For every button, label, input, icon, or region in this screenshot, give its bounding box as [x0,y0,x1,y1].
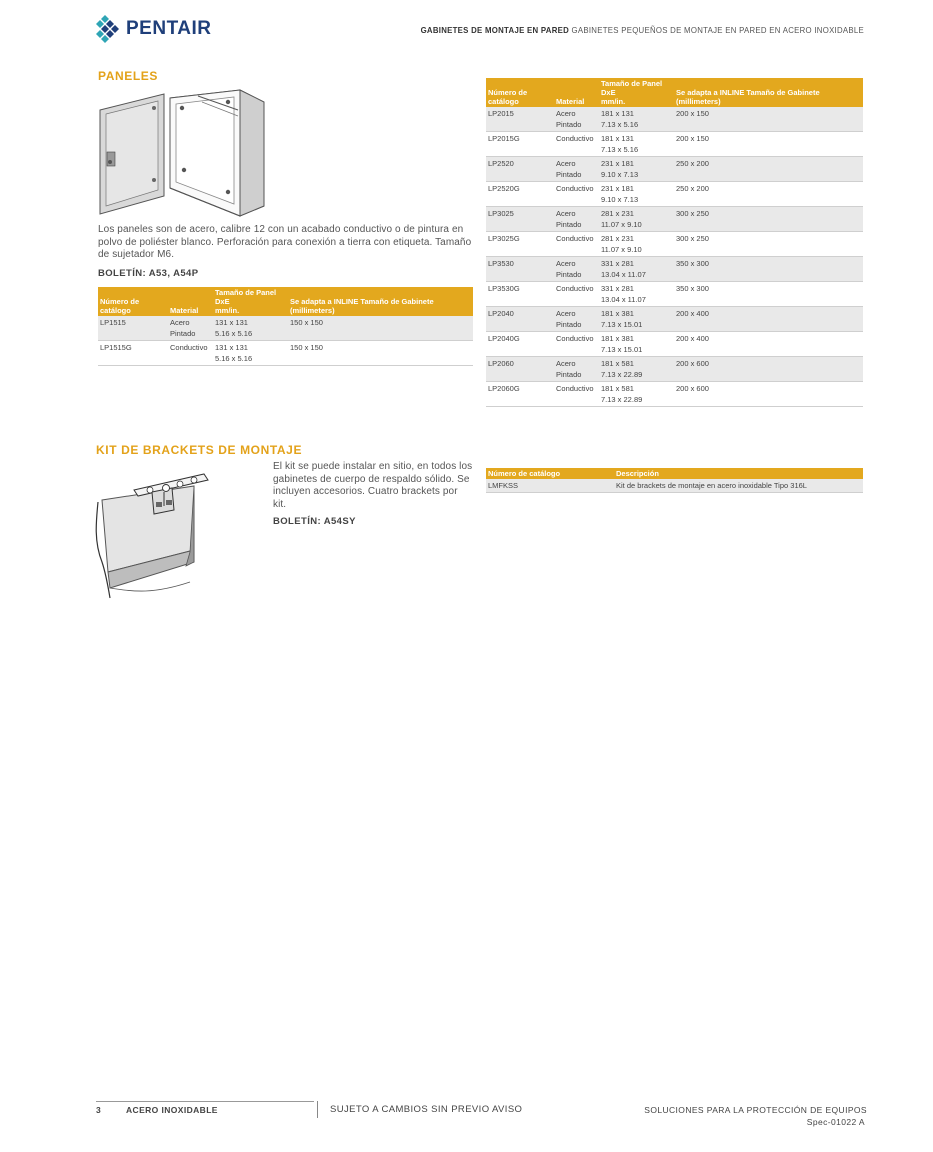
footer-spec: Spec-01022 A [806,1117,865,1127]
table-header-row [486,468,863,479]
cell-fits: 150 x 150 [288,316,473,341]
cell-size: 281 x 231 11.07 x 9.10 [599,232,674,257]
cell-size: 181 x 381 7.13 x 15.01 [599,332,674,357]
header-catalog: Número de catálogo [486,78,554,107]
cell-fits: 300 x 250 [674,207,863,232]
cell-catalog: LP3025G [486,232,554,257]
cell-size: 131 x 131 5.16 x 5.16 [213,316,288,341]
cell-catalog: LP2060 [486,357,554,382]
table-row [486,307,863,332]
cell-catalog: LP1515G [98,341,168,366]
kit-table [486,468,863,493]
cell-catalog: LP3530 [486,257,554,282]
footer-separator [317,1101,318,1118]
cell-size: 181 x 581 7.13 x 22.89 [599,357,674,382]
footer-section: ACERO INOXIDABLE [126,1105,218,1115]
footer-page-number: 3 [96,1105,102,1115]
paneles-large-table [486,78,863,407]
cell-fits: 200 x 400 [674,332,863,357]
header-catalog: Número de catálogo [98,287,168,316]
header-catalog: Número de catálogo [486,468,614,479]
cell-fits: 300 x 250 [674,232,863,257]
page-header-category [421,25,864,35]
cell-catalog: LP2060G [486,382,554,407]
cell-material: Conductivo [554,182,599,207]
header-material: Material [554,78,599,107]
cell-material: Conductivo [554,132,599,157]
footer-notice: SUJETO A CAMBIOS SIN PREVIO AVISO [330,1104,523,1115]
header-category-light: GABINETES PEQUEÑOS DE MONTAJE EN PARED EN ACERO INOXIDABLE [571,25,864,35]
cell-material: Conductivo [554,282,599,307]
cell-material: Acero Pintado [554,157,599,182]
table-row [486,282,863,307]
cell-fits: 200 x 150 [674,107,863,132]
cell-catalog: LP2520G [486,182,554,207]
cell-material: Acero Pintado [554,307,599,332]
header-category-bold: GABINETES DE MONTAJE EN PARED [420,25,570,35]
table-header-row [98,287,473,316]
cell-material: Conductivo [168,341,213,366]
header-size: Tamaño de Panel DxE mm/in. [213,287,288,316]
cell-material: Acero Pintado [554,107,599,132]
table-row [486,332,863,357]
cell-catalog: LMFKSS [486,479,614,493]
cell-size: 331 x 281 13.04 x 11.07 [599,282,674,307]
table-row [486,132,863,157]
cell-size: 181 x 581 7.13 x 22.89 [599,382,674,407]
table-row [486,182,863,207]
cell-size: 231 x 181 9.10 x 7.13 [599,182,674,207]
cell-size: 131 x 131 5.16 x 5.16 [213,341,288,366]
cell-material: Conductivo [554,232,599,257]
cell-catalog: LP3025 [486,207,554,232]
kit-title: KIT DE BRACKETS DE MONTAJE [96,443,303,457]
cell-fits: 150 x 150 [288,341,473,366]
cell-size: 331 x 281 13.04 x 11.07 [599,257,674,282]
cell-size: 231 x 181 9.10 x 7.13 [599,157,674,182]
cell-fits: 200 x 150 [674,132,863,157]
table-row [486,207,863,232]
cell-fits: 200 x 600 [674,382,863,407]
enclosure-panel-illustration [98,88,266,218]
table-row [486,257,863,282]
table-header-row [486,78,863,107]
table-row [98,341,473,366]
header-fits: Se adapta a INLINE Tamaño de Gabinete (millimeters) [674,78,863,107]
cell-size: 181 x 131 7.13 x 5.16 [599,132,674,157]
cell-fits: 350 x 300 [674,257,863,282]
cell-fits: 200 x 400 [674,307,863,332]
table-row [486,157,863,182]
table-row [486,382,863,407]
cell-catalog: LP2040 [486,307,554,332]
kit-description: El kit se puede instalar en sitio, en todos los gabinetes de cuerpo de respaldo sólido. Se incluyen accesorios. Cuatro brackets por kit. [273,461,473,510]
cell-catalog: LP2040G [486,332,554,357]
table-row [486,479,863,493]
table-row [486,232,863,257]
cell-material: Conductivo [554,332,599,357]
cell-catalog: LP2015 [486,107,554,132]
cell-material: Acero Pintado [554,357,599,382]
cell-catalog: LP3530G [486,282,554,307]
paneles-description: Los paneles son de acero, calibre 12 con un acabado conductivo o de pintura en polvo de poliéster blanco. Perforación para conexión a tierra con etiqueta. Tamaño de sujetador M6. [98,224,472,260]
cell-fits: 200 x 600 [674,357,863,382]
paneles-bulletin: BOLETÍN: A53, A54P [98,268,199,279]
header-material: Material [168,287,213,316]
header-size: Tamaño de Panel DxE mm/in. [599,78,674,107]
cell-catalog: LP2015G [486,132,554,157]
cell-material: Acero Pintado [554,257,599,282]
pentair-logo [96,14,211,44]
footer-tagline: SOLUCIONES PARA LA PROTECCIÓN DE EQUIPOS [644,1105,867,1115]
kit-bulletin: BOLETÍN: A54SY [273,516,356,527]
table-row [486,107,863,132]
cell-material: Conductivo [554,382,599,407]
cell-fits: 250 x 200 [674,182,863,207]
brand-name: PENTAIR [126,18,212,39]
pentair-diamond-icon [96,14,122,44]
paneles-small-table [98,287,473,366]
cell-size: 181 x 131 7.13 x 5.16 [599,107,674,132]
cell-size: 181 x 381 7.13 x 15.01 [599,307,674,332]
paneles-title: PANELES [98,69,158,83]
table-row [486,357,863,382]
cell-description: Kit de brackets de montaje en acero inoxidable Tipo 316L [614,479,863,493]
cell-size: 281 x 231 11.07 x 9.10 [599,207,674,232]
footer-rule [96,1101,314,1102]
cell-catalog: LP2520 [486,157,554,182]
cell-catalog: LP1515 [98,316,168,341]
mounting-bracket-illustration [94,462,272,600]
table-row [98,316,473,341]
cell-fits: 350 x 300 [674,282,863,307]
cell-material: Acero Pintado [554,207,599,232]
cell-material: Acero Pintado [168,316,213,341]
header-fits: Se adapta a INLINE Tamaño de Gabinete (millimeters) [288,287,473,316]
header-description: Descripción [614,468,863,479]
cell-fits: 250 x 200 [674,157,863,182]
